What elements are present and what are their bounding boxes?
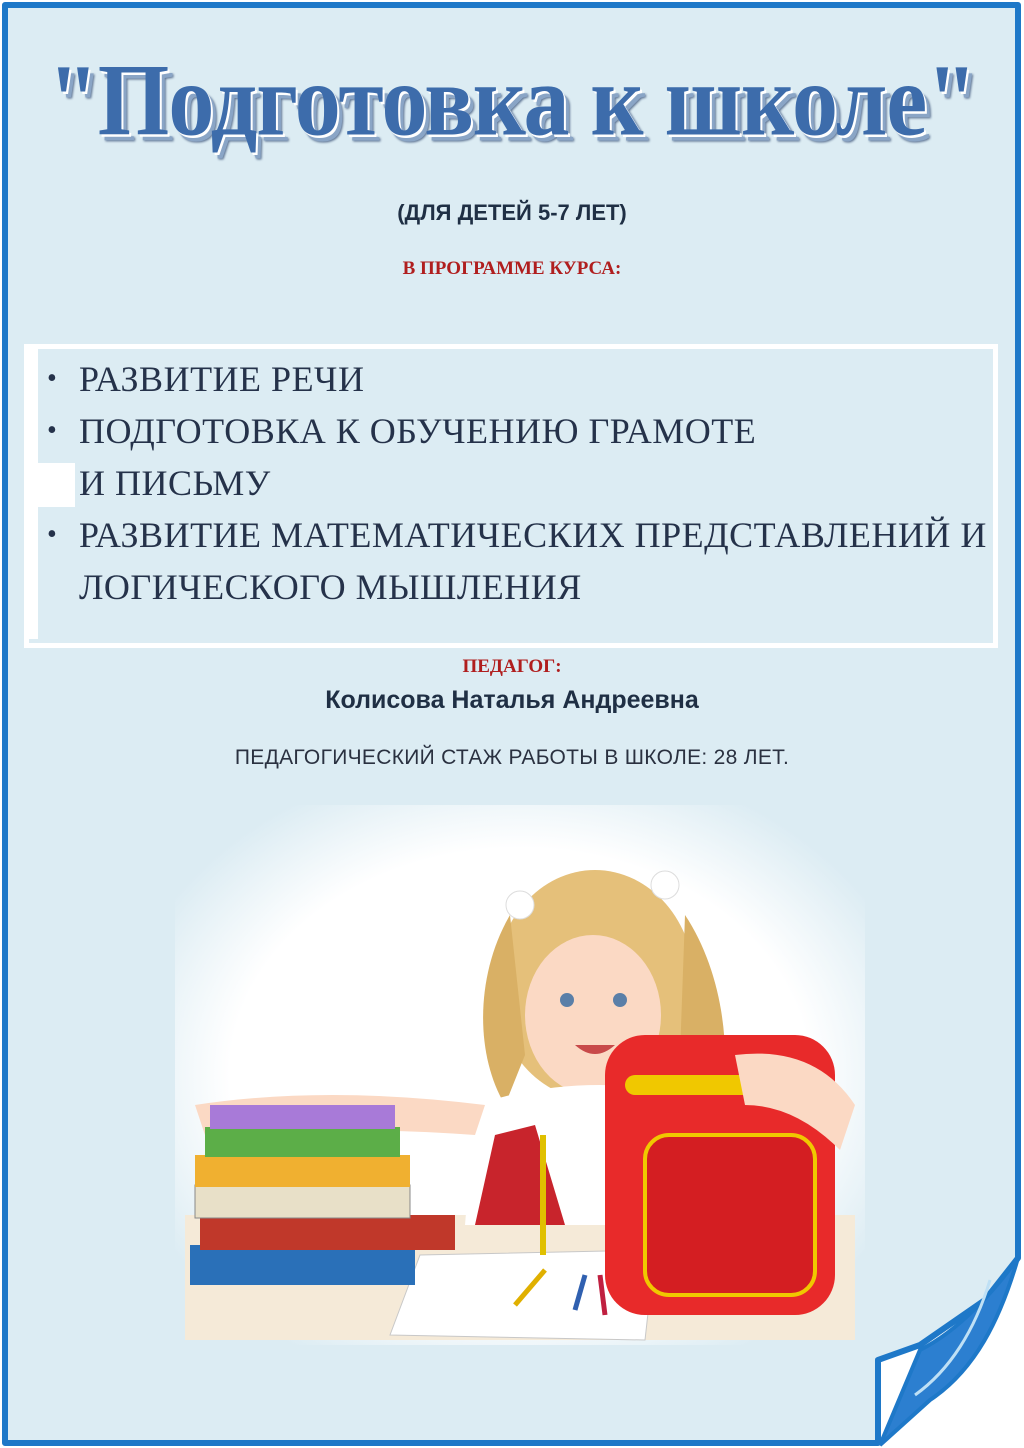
- list-item-label: ЛОГИЧЕСКОГО МЫШЛЕНИЯ: [79, 567, 582, 607]
- bullet-icon: •: [47, 363, 58, 394]
- schoolgirl-photo: [175, 805, 865, 1345]
- list-item-label: РАЗВИТИЕ МАТЕМАТИЧЕСКИХ ПРЕДСТАВЛЕНИЙ И: [79, 515, 987, 555]
- program-list: [29, 353, 989, 613]
- blank-patch: [25, 463, 75, 507]
- bullet-icon: •: [47, 519, 58, 550]
- bullet-icon: •: [47, 415, 58, 446]
- poster-title: "Подготовка к школе": [47, 42, 977, 158]
- program-box: [24, 344, 998, 648]
- list-item: [29, 509, 989, 561]
- list-item-label: И ПИСЬМУ: [79, 463, 271, 503]
- teacher-label: ПЕДАГОГ:: [462, 656, 562, 677]
- teacher-name: Колисова Наталья Андреевна: [325, 686, 699, 714]
- list-item-label: РАЗВИТИЕ РЕЧИ: [79, 359, 365, 399]
- teacher-experience: ПЕДАГОГИЧЕСКИЙ СТАЖ РАБОТЫ В ШКОЛЕ: 28 ЛЕТ.: [234, 746, 790, 769]
- age-subtitle: (ДЛЯ ДЕТЕЙ 5-7 ЛЕТ): [397, 200, 627, 225]
- list-item: [29, 405, 989, 457]
- list-item: [29, 353, 989, 405]
- list-item-continuation: [29, 457, 989, 509]
- program-heading: В ПРОГРАММЕ КУРСА:: [402, 258, 622, 279]
- list-item-continuation: [29, 561, 989, 613]
- list-item-label: ПОДГОТОВКА К ОБУЧЕНИЮ ГРАМОТЕ: [79, 411, 757, 451]
